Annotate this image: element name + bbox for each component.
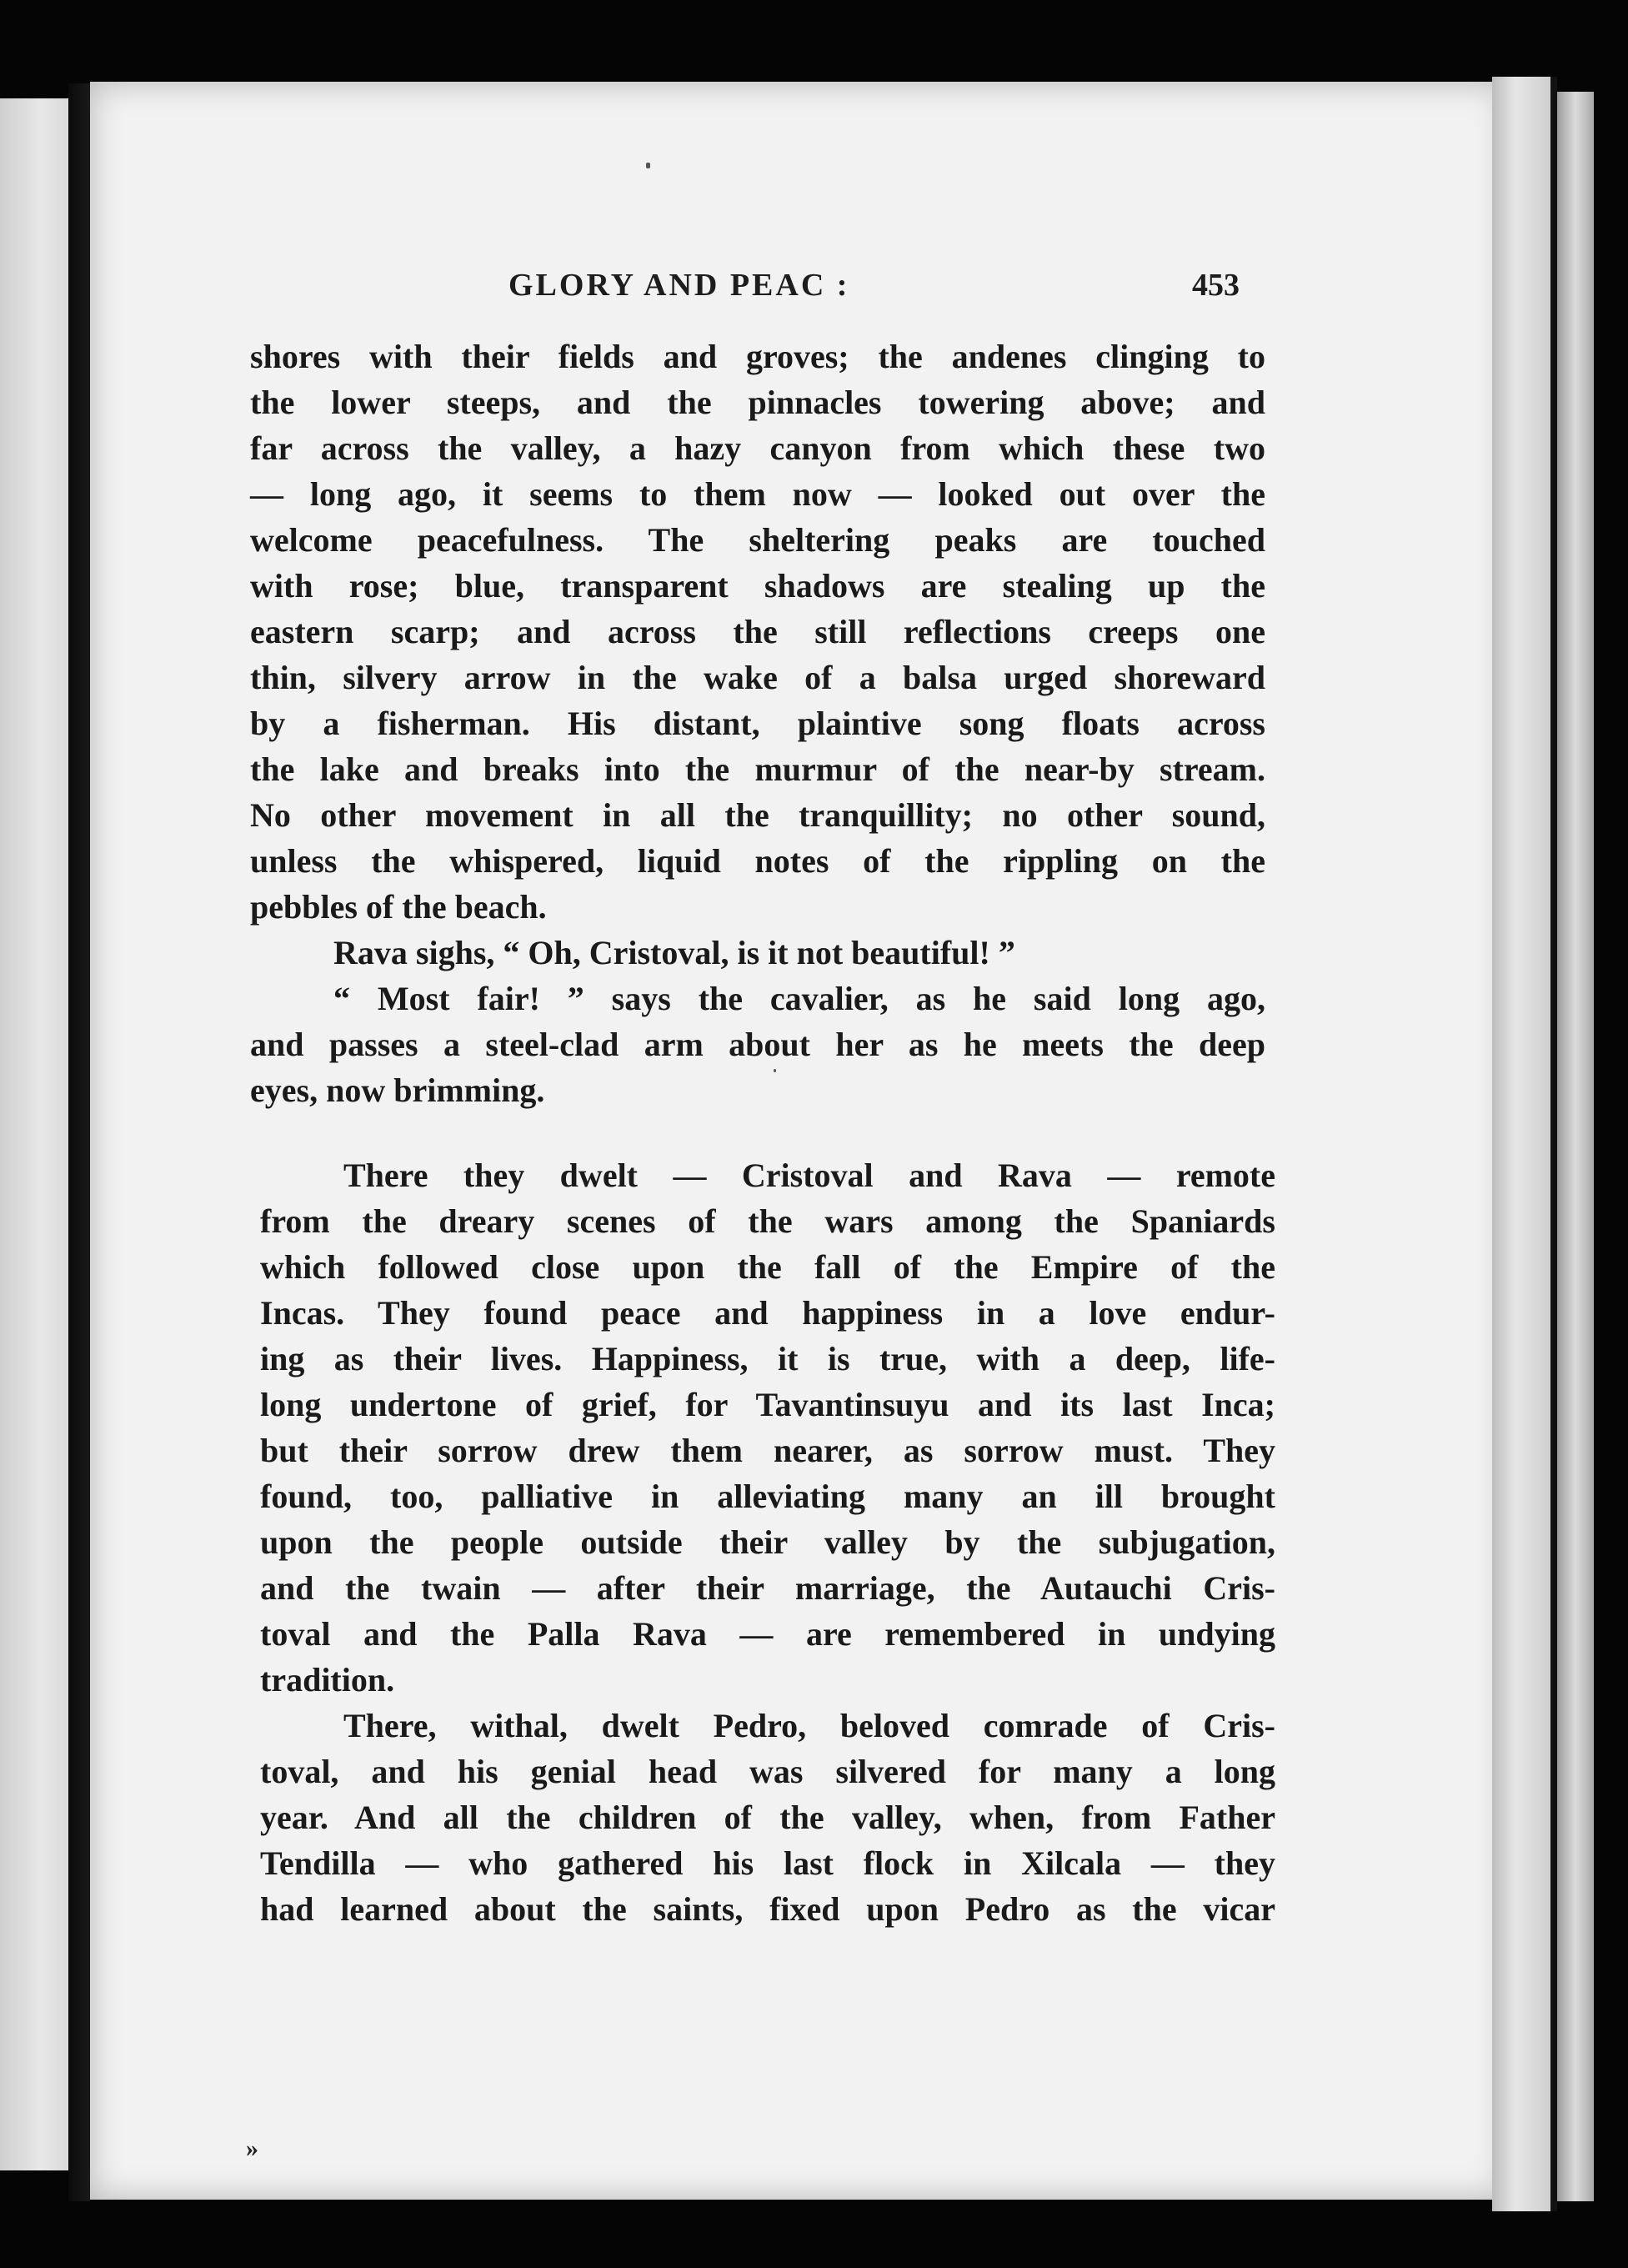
text-line: far across the valley, a hazy canyon from which these two [250, 429, 1265, 467]
text-line: unless the whispered, liquid notes of the rippling on the [250, 842, 1265, 880]
signature-mark: » [246, 2135, 258, 2162]
text-line: — long ago, it seems to them now — looked out over the [250, 475, 1265, 513]
text-line: which followed close upon the fall of the Empire of the [260, 1248, 1275, 1286]
text-line: ing as their lives. Happiness, it is true, with a deep, life- [260, 1340, 1275, 1377]
previous-page-edge [0, 98, 68, 2170]
text-line: and passes a steel-clad arm about her as he meets the deep [250, 1026, 1265, 1063]
text-line: the lake and breaks into the murmur of the near-by stream. [250, 750, 1265, 788]
text-line: pebbles of the beach. [250, 888, 547, 926]
text-line: shores with their fields and groves; the andenes clinging to [250, 338, 1265, 375]
text-line: Rava sighs, “ Oh, Cristoval, is it not beautiful! ” [333, 934, 1015, 971]
text-line: thin, silvery arrow in the wake of a balsa urged shoreward [250, 659, 1265, 696]
text-line: upon the people outside their valley by the subjugation, [260, 1523, 1275, 1561]
text-line: but their sorrow drew them nearer, as sorrow must. They [260, 1432, 1275, 1469]
text-line: from the dreary scenes of the wars among the Spaniards [260, 1202, 1275, 1240]
text-line: eastern scarp; and across the still reflections creeps one [250, 613, 1265, 650]
text-line: the lower steeps, and the pinnacles towering above; and [250, 384, 1265, 421]
text-line: with rose; blue, transparent shadows are stealing up the [250, 567, 1265, 605]
text-line: year. And all the children of the valley, when, from Father [260, 1799, 1275, 1836]
text-line: No other movement in all the tranquillity; no other sound, [250, 796, 1265, 834]
paragraph-block-1 [250, 334, 1265, 1113]
text-line: and the twain — after their marriage, the Autauchi Cris- [260, 1569, 1275, 1607]
gutter-shadow [68, 83, 90, 2201]
text-line: There, withal, dwelt Pedro, beloved comrade of Cris- [343, 1707, 1275, 1744]
text-line: welcome peacefulness. The sheltering peaks are touched [250, 521, 1265, 559]
paragraph-block-2 [260, 1152, 1275, 1932]
running-title: GLORY AND PEAC : [508, 268, 850, 303]
text-line: found, too, palliative in alleviating many an ill brought [260, 1478, 1275, 1515]
text-line: had learned about the saints, fixed upon Pedro as the vicar [260, 1890, 1275, 1928]
page-number: 453 [1192, 268, 1240, 303]
text-line: eyes, now brimming. [250, 1071, 545, 1109]
text-line: “ Most fair! ” says the cavalier, as he said long ago, [333, 980, 1265, 1017]
text-line: Tendilla — who gathered his last flock in Xilcala — they [260, 1844, 1275, 1882]
page-stack-edge [1492, 77, 1550, 2211]
text-line: toval, and his genial head was silvered for many a long [260, 1753, 1275, 1790]
text-line: long undertone of grief, for Tavantinsuyu and its last Inca; [260, 1386, 1275, 1423]
text-line: tradition. [260, 1661, 395, 1698]
text-line: Incas. They found peace and happiness in a love endur- [260, 1294, 1275, 1332]
text-line: by a fisherman. His distant, plaintive song floats across [250, 705, 1265, 742]
text-line: toval and the Palla Rava — are remembered in undying [260, 1615, 1275, 1653]
dust-speck [646, 163, 650, 168]
page-stack-edge-outer [1557, 92, 1594, 2201]
text-line: There they dwelt — Cristoval and Rava — remote [343, 1157, 1275, 1194]
